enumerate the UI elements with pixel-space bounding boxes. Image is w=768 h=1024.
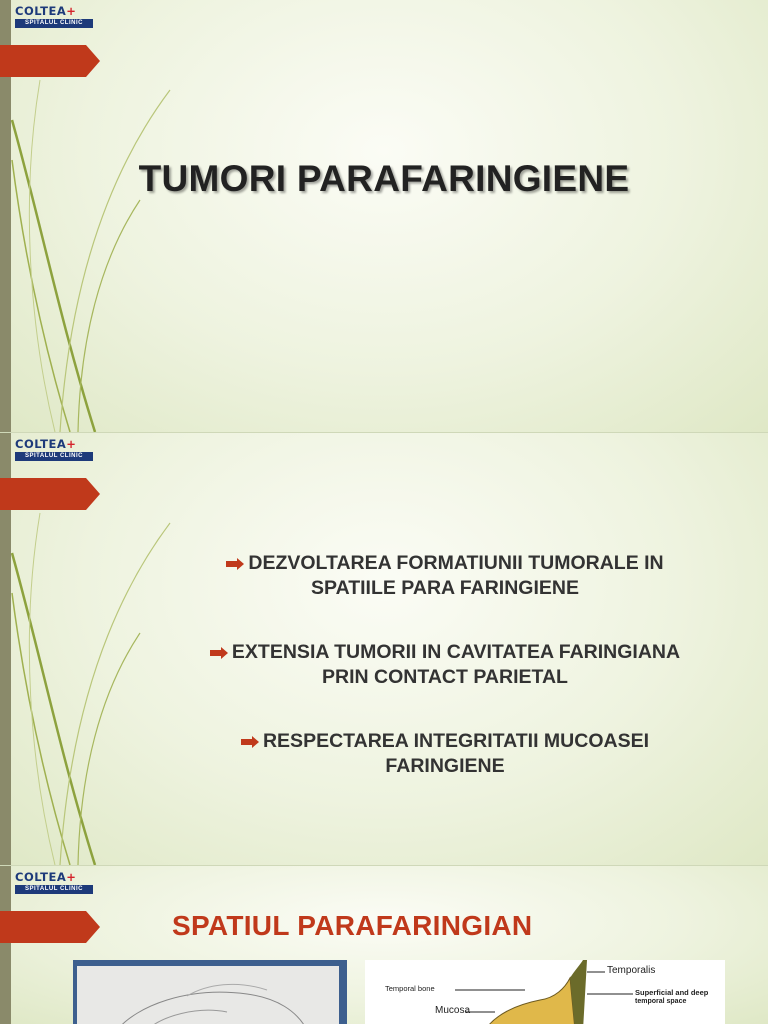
slide-3	[0, 866, 768, 1024]
arrow-bullet-icon	[241, 730, 259, 754]
coltea-logo	[15, 871, 93, 894]
logo-subtitle: SPITALUL CLINIC	[15, 452, 93, 461]
label-mucosa: Mucosa	[435, 1005, 471, 1016]
logo-plus-icon: +	[66, 4, 77, 18]
slide-1	[0, 0, 768, 432]
arrow-tab	[0, 45, 100, 77]
arrow-bullet-icon	[210, 641, 228, 665]
skull-sketch	[77, 966, 339, 1024]
logo-subtitle: SPITALUL CLINIC	[15, 19, 93, 28]
label-temporal-bone: Temporal bone	[385, 984, 435, 993]
logo-plus-icon: +	[66, 437, 77, 451]
bullet-text: RESPECTAREA INTEGRITATII MUCOASEI	[262, 729, 650, 752]
bullet-text: PRIN CONTACT PARIETAL	[322, 665, 568, 688]
logo-brand: COLTEA	[15, 437, 67, 451]
arrow-tab	[0, 478, 100, 510]
arrow-tab	[0, 911, 100, 943]
coltea-logo	[15, 438, 93, 461]
bullet-text: EXTENSIA TUMORII IN CAVITATEA FARINGIANA	[231, 640, 681, 663]
logo-brand: COLTEA	[15, 870, 67, 884]
slide-title: SPATIUL PARAFARINGIAN	[172, 910, 533, 941]
arrow-bullet-icon	[226, 552, 244, 576]
coltea-logo	[15, 5, 93, 28]
bullet-text: FARINGIENE	[385, 754, 505, 777]
label-superficial: Superficial and deep	[635, 988, 709, 997]
left-bar	[0, 866, 11, 1024]
anatomy-photo	[73, 960, 347, 1024]
logo-plus-icon: +	[66, 870, 77, 884]
bullet-item	[160, 729, 730, 778]
label-temporal-space: temporal space	[635, 998, 687, 1005]
logo-brand: COLTEA	[15, 4, 67, 18]
anatomy-diagram	[365, 960, 725, 1024]
bullet-item	[160, 551, 730, 600]
label-temporalis: Temporalis	[607, 965, 656, 976]
slide-2	[0, 433, 768, 865]
bullet-text: DEZVOLTAREA FORMATIUNII TUMORALE IN	[248, 552, 664, 574]
bullet-text: SPATIILE PARA FARINGIENE	[311, 576, 579, 599]
logo-subtitle: SPITALUL CLINIC	[15, 885, 93, 894]
bullet-list	[160, 551, 730, 818]
slide-title: TUMORI PARAFARINGIENE	[138, 158, 630, 199]
bullet-item	[160, 640, 730, 689]
